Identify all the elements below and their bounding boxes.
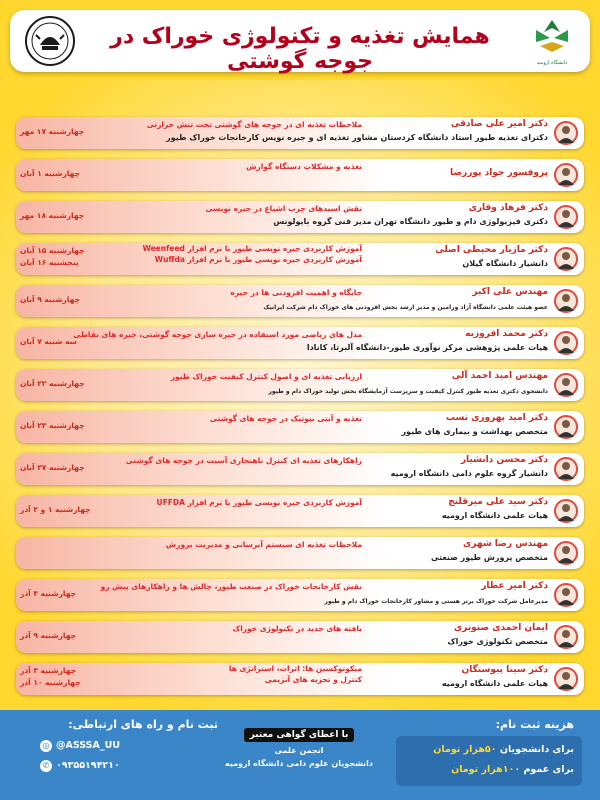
organizer-subtitle: دانشجویان علوم دامی دانشگاه ارومیه <box>224 759 373 768</box>
speaker-name: دکتر سینا پیوستگان <box>461 665 548 675</box>
speaker-name: دکتر فرهاد وقاری <box>468 203 548 213</box>
talk-topic: آموزش کاربردی جیره نویسی طیور با نرم افزار Wuffda <box>154 255 362 264</box>
talk-date: چهارشنبه ۹ آبان <box>20 295 80 304</box>
talk-topic: آموزش کاربردی جیره نویسی طیور با نرم افزار UFFDA <box>156 498 362 507</box>
speaker-name: دکتر امید بهروزی نسب <box>445 413 548 423</box>
speaker-name: دکتر سید علی میرقلنج <box>448 497 548 507</box>
speaker-role: دانشجوی دکتری تغذیه طیور کنترل کیفیت و سرپرست آزمایشگاه بخش تولید خوراک دام و طیور <box>268 388 548 395</box>
speaker-card <box>16 201 584 233</box>
speaker-photo <box>554 163 578 187</box>
speaker-card <box>16 369 584 401</box>
speaker-photo <box>554 373 578 397</box>
speaker-role: مدیرعامل شرکت خوراک برتر هستی و مشاور کارخانجات خوراک دام و طیور <box>324 598 548 605</box>
contact-title: ثبت نام و راه های ارتباطی: <box>68 718 218 731</box>
speaker-photo <box>554 541 578 565</box>
footer <box>0 710 600 800</box>
speaker-photo <box>554 667 578 691</box>
speaker-name: دکتر امیر عطار <box>481 581 548 591</box>
speaker-name: دکتر محمد افروزیه <box>465 329 548 339</box>
speaker-card <box>16 327 584 359</box>
speaker-role: دکترای تغذیه طیور استاد دانشگاه کردستان مشاور تغذیه ای و جیره نویس کارخانجات خوراک طیور <box>166 133 548 142</box>
talk-topic: ملاحظات تغذیه ای سیستم آبرسانی و مدیریت پرورش <box>165 540 362 549</box>
speaker-card <box>16 411 584 443</box>
fee-title: هزینه ثبت نام: <box>495 718 574 731</box>
talk-topic: جایگاه و اهمیت افزودنی ها در جیره <box>230 288 362 297</box>
speaker-card <box>16 285 584 317</box>
association-logo <box>24 15 76 67</box>
talk-topic: تغذیه و آنتی بیوتیک در جوجه های گوشتی <box>209 414 362 423</box>
talk-topic: ارزیابی تغذیه ای و اصول کنترل کیفیت خوراک طیور <box>170 372 362 381</box>
talk-topic: نقش کارخانجات خوراک در صنعت طیور، چالش ها و راهکارهای پیش رو <box>100 582 362 591</box>
talk-topic: میکوتوکسین ها: اثرات، استراتژی ها <box>228 664 362 673</box>
speaker-photo <box>554 583 578 607</box>
speaker-photo <box>554 331 578 355</box>
talk-date: چهارشنبه ۳ آذر <box>20 666 77 675</box>
speaker-name: مهندس امید احمد آلی <box>451 371 548 381</box>
university-logo: دانشگاه ارومیه <box>526 16 578 66</box>
talk-date: چهارشنبه ۹ آذر <box>20 631 77 640</box>
speaker-role: هیات علمی پژوهشی مرکز نوآوری طیور-دانشگاه آلبرتا، کانادا <box>306 343 548 352</box>
speaker-card <box>16 495 584 527</box>
fee-general: برای عموم ۱۰۰هزار تومان <box>451 764 574 775</box>
speaker-card <box>16 537 584 569</box>
organizer-box <box>224 722 374 790</box>
talk-date: چهارشنبه ۱۷ مهر <box>20 127 85 136</box>
page-title: همایش تغذیه و تکنولوژی خوراک در جوجه گوشتی <box>110 24 490 74</box>
talk-date: چهارشنبه ۱۰ آذر <box>20 678 81 687</box>
talk-date: چهارشنبه ۱ آبان <box>20 169 80 178</box>
speaker-role: متخصص تکنولوژی خوراک <box>447 637 548 646</box>
speaker-role: متخصص پرورش طیور صنعتی <box>430 553 548 562</box>
talk-topic: نقش اسیدهای چرب اشباع در جیره نویسی <box>205 204 362 213</box>
speaker-name: مهندس رضا شهری <box>463 539 548 549</box>
talk-topic: مدل های ریاضی مورد استفاده در جیره سازی جوجه گوشتی، جیره های نقاطی <box>73 330 362 339</box>
speaker-photo <box>554 625 578 649</box>
speaker-name: دکتر مازیار محیطی اصلی <box>435 245 548 255</box>
speaker-name: ایمان احمدی صنوبری <box>453 623 548 633</box>
talk-topic: تغذیه و مشکلات دستگاه گوارش <box>246 162 362 171</box>
speaker-card <box>16 621 584 653</box>
speaker-card <box>16 117 584 149</box>
speaker-role: هیات علمی دانشگاه ارومیه <box>441 679 548 688</box>
speaker-photo <box>554 289 578 313</box>
speaker-role: دانشیار گروه علوم دامی دانشگاه ارومیه <box>390 469 548 478</box>
speaker-role: دکتری فیزیولوژی دام و طیور دانشگاه تهران مدیر فنی گروه بایولونس <box>273 217 548 226</box>
speaker-photo <box>554 499 578 523</box>
talk-date: چهارشنبه ۴ آذر <box>20 589 77 598</box>
instagram-contact[interactable]: ◎ @ASSSA_UU <box>40 740 120 752</box>
talk-topic: یافته های جدید در تکنولوژی خوراک <box>232 624 362 633</box>
header-banner <box>10 10 590 72</box>
speaker-card <box>16 579 584 611</box>
speaker-photo <box>554 121 578 145</box>
talk-topic: کنترل و تجزیه های آنزیمی <box>264 675 362 684</box>
organizer-name: انجمن علمی <box>274 746 324 755</box>
instagram-icon: ◎ <box>40 740 52 752</box>
speaker-card <box>16 453 584 485</box>
fee-students: برای دانشجویان ۵۰هزار تومان <box>433 744 574 755</box>
talk-date: چهارشنبه ۱۵ آبان <box>20 246 85 255</box>
talk-date: پنجشنبه ۱۶ آبان <box>20 258 79 267</box>
speaker-name: مهندس علی اکبر <box>472 287 548 297</box>
speaker-role: هیات علمی دانشگاه ارومیه <box>441 511 548 520</box>
speaker-role: متخصص بهداشت و بیماری های طیور <box>401 427 548 436</box>
speaker-name: پروفسور جواد پوررضا <box>449 168 548 178</box>
talk-date: چهارشنبه ۱۸ مهر <box>20 211 85 220</box>
talk-date: چهارشنبه ۲۳ آبان <box>20 421 85 430</box>
speaker-photo <box>554 415 578 439</box>
talk-date: سه شنبه ۷ آبان <box>20 337 77 346</box>
talk-date: چهارشنبه ۲۷ آبان <box>20 463 85 472</box>
speaker-photo <box>554 247 578 271</box>
speaker-name: دکتر محسن دانشیار <box>460 455 548 465</box>
talk-topic: راهکارهای تغذیه ای کنترل ناهنجاری آسیت در جوجه های گوشتی <box>125 456 362 465</box>
phone-contact[interactable]: ✆ ۰۹۳۵۵۱۹۴۲۱۰ <box>40 760 120 772</box>
talk-topic: آموزش کاربردی جیره نویسی طیور با نرم افزار Weenfeed <box>142 244 362 253</box>
talk-topic: ملاحظات تغذیه ای در جوجه های گوشتی تحت تنش حرارتی <box>146 120 362 129</box>
speaker-card <box>16 159 584 191</box>
certificate-badge: با اعطای گواهی معتبر <box>244 728 355 742</box>
speaker-card <box>16 243 584 275</box>
fee-box <box>396 736 582 786</box>
speaker-photo <box>554 205 578 229</box>
talk-date: چهارشنبه ۲۲ آبان <box>20 379 85 388</box>
speaker-photo <box>554 457 578 481</box>
speaker-role: دانشیار دانشگاه گیلان <box>462 259 548 268</box>
speaker-name: دکتر امیر علی صادقی <box>450 119 548 129</box>
phone-icon: ✆ <box>40 760 52 772</box>
speaker-card <box>16 663 584 695</box>
speaker-role: عضو هیئت علمی دانشگاه آزاد ورامین و مدیر ارشد بخش افزودنی های خوراک دام شرکت ایرانیک <box>263 304 548 311</box>
talk-date: چهارشنبه ۱ و ۲ آذر <box>20 505 91 514</box>
